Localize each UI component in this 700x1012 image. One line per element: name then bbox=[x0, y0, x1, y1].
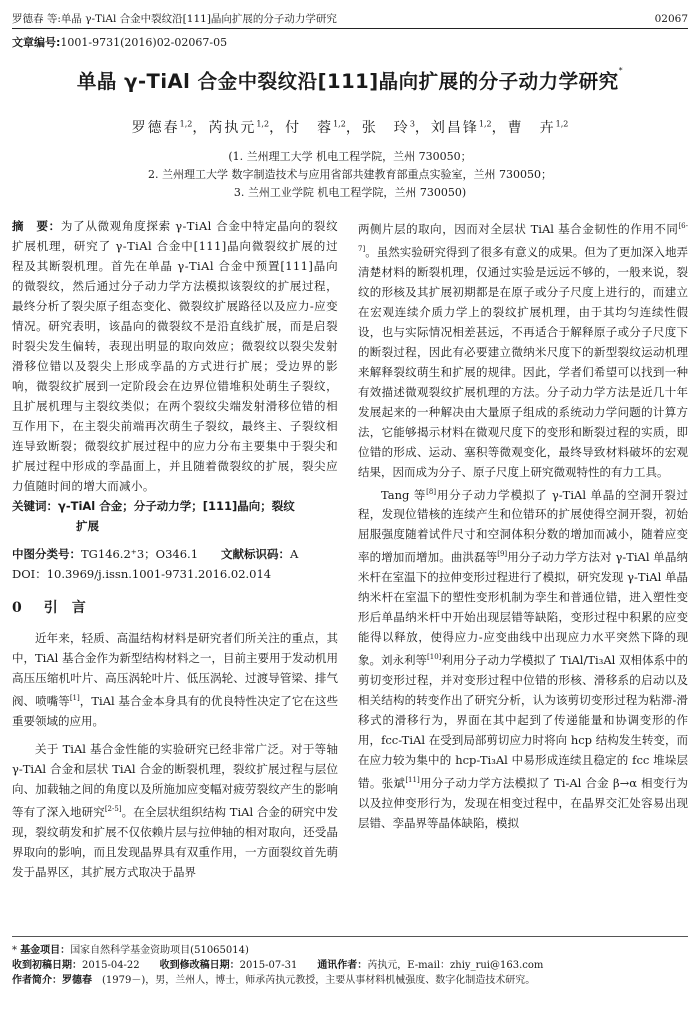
section-heading bbox=[12, 598, 338, 618]
citation: [11] bbox=[405, 776, 420, 785]
section-number: 0 bbox=[12, 600, 22, 616]
article-number-value: 1001-9731(2016)02-02067-05 bbox=[60, 36, 228, 49]
bio-line: 作者简介：罗德春 (1979－)，男，兰州人，博士，师承芮执元教授，主要从事材料机械强度、数字化制造技术研究。 bbox=[12, 975, 536, 986]
author: 付 蓉$^{1,2}$ bbox=[285, 119, 346, 136]
keywords-label: 关键词： bbox=[12, 499, 58, 513]
classification bbox=[12, 544, 338, 564]
affiliation: (1. 兰州理工大学 机电工程学院，兰州 730050； bbox=[228, 150, 472, 163]
doi: DOI：10.3969/j.issn.1001-9731.2016.02.014 bbox=[12, 567, 272, 581]
footnote bbox=[12, 936, 688, 988]
article-number bbox=[12, 34, 227, 50]
author: 芮执元$^{1,2}$ bbox=[208, 119, 270, 136]
abstract-text: 为了从微观角度探索 γ-TiAl 合金中特定晶向的裂纹扩展机理，研究了 γ-TiAl 合金中[111]晶向微裂纹扩展的过程及其断裂机理。首先在单晶 γ-TiAl 合金中预置[111]晶向的微裂纹，然后通过分子动力学方法模拟该裂纹的扩展过程，最终分析了裂尖原子组态变化、微裂纹扩展路径以及应力-应变情况。研究表明，该晶向的微裂纹不是沿直线扩展，而是启裂时裂尖发生偏转，表现出明显的取向效应；微裂纹以裂尖发射滑移位错以及裂尖上形成孪晶的方式进行扩展；受边界的影响，微裂纹扩展到一定阶段会在边界位错堆积处萌生子裂纹，且扩展机理与主裂纹类似；在两个裂纹尖端发射滑移位错的相互作用下，在主裂尖前端再次萌生子裂纹，最终主、子裂纹相连导致断裂；微裂纹扩展过程中的应力分布主要集中于裂尖和扩展过程中形成的孪晶面上，并且随着微裂纹的扩展，裂尖应力值随时间的增大而减小。 bbox=[12, 219, 338, 493]
citation: [2-5] bbox=[104, 804, 122, 813]
section-title: 引 言 bbox=[43, 600, 86, 616]
author: 刘昌锋$^{1,2}$ bbox=[430, 119, 492, 136]
affiliation: 2. 兰州理工大学 数字制造技术与应用省部共建教育部重点实验室，兰州 730050； bbox=[148, 168, 552, 181]
affiliation: 3. 兰州工业学院 机电工程学院，兰州 730050) bbox=[233, 186, 467, 199]
citation: [6-7] bbox=[358, 222, 688, 253]
paper-title bbox=[0, 66, 700, 94]
title-footnote-mark: * bbox=[618, 66, 624, 75]
paper-title-text: 单晶 γ-TiAl 合金中裂纹沿[111]晶向扩展的分子动力学研究 bbox=[76, 70, 619, 93]
running-title: 罗德春 等:单晶 γ-TiAl 合金中裂纹沿[111]晶向扩展的分子动力学研究 bbox=[12, 13, 337, 25]
keywords bbox=[12, 496, 338, 516]
author: 曹 卉$^{1,2}$ bbox=[507, 119, 569, 136]
intro-paragraph: 关于 TiAl 基合金性能的实验研究已经非常广泛。对于等轴 γ-TiAl 合金和层状 TiAl 合金的断裂机理，裂纹扩展过程与层位向、加载轴之间的角度以及所施加应变幅对疲劳裂纹产生的影响等有了深入地研究[2-5]。在全层状组织结构 TiAl 合金的研究中发现，裂纹萌发和扩展不仅依赖片层与拉伸轴的相对取向，还受晶界取向的影响，而且发现晶界具有双重作用，一方面裂纹首先萌发于晶界区，其扩展方式取决于晶界 bbox=[12, 741, 339, 879]
citation: [1] bbox=[69, 694, 80, 702]
abstract-label: 摘 要： bbox=[12, 219, 61, 233]
keywords-continuation: 扩展 bbox=[76, 519, 99, 533]
running-header bbox=[12, 10, 688, 29]
abstract bbox=[12, 216, 338, 496]
intro-paragraph: 近年来，轻质、高温结构材料是研究者们所关注的重点，其中，TiAl 基合金作为新型结构材料之一，目前主要用于发动机用高压压缩机叶片、高压涡轮叶片、低压涡轮、过渡导管梁、排气阀、喷嘴等[1]，TiAl 基合金本身具有的优良特性决定了它在这些重要领域的应用。 bbox=[12, 631, 339, 728]
body-paragraph: 两侧片层的取向，因而对全层状 TiAl 基合金韧性的作用不同[6-7]。虽然实验研究得到了很多有意义的成果。但为了更加深入地弄清楚材料的断裂机理，仅通过实验是远远不够的，一般来说，裂纹的形核及其扩展初期都是在原子或分子尺度上进行的，而建立在宏观连续介质力学上的裂纹扩展机理，由于其均匀连续性假设，也与实际情况相差甚远，不再适合于解释原子或分子尺度下的断裂过程，因此有必要建立微纳米尺度下的新型裂纹运动机理来解释裂纹萌生和扩展的规律。因此，学者们希望可以找到一种有效描述微观裂纹扩展机理的方法。分子动力学方法是近几十年发展起来的一种解决由大量原子组成的系统动力学问题的计算方法，它能够揭示材料在微观尺度下的变形和断裂过程的实质，即位错的形成、运动、塞积等微观变化，最终导致材料破坏的宏观结果，因而成为分子、原子尺度上研究微观特性的有力工具。 bbox=[358, 221, 688, 479]
doc-code-label: 文献标识码： bbox=[221, 547, 291, 561]
author: 罗德春$^{1,2}$ bbox=[131, 119, 193, 136]
citation: [8] bbox=[426, 487, 437, 496]
keywords-line1: γ-TiAl 合金；分子动力学；[111]晶向；裂纹 bbox=[58, 499, 295, 513]
citation: [9] bbox=[497, 550, 508, 559]
citation: [10] bbox=[427, 653, 442, 662]
author-list: 罗德春$^{1,2}$，芮执元$^{1,2}$，付 蓉$^{1,2}$，张 玲$^3$，刘昌锋$^{1,2}$，曹 卉$^{1,2}$ bbox=[131, 119, 569, 136]
article-number-label: 文章编号: bbox=[12, 36, 61, 49]
author: 张 玲$^3$ bbox=[361, 119, 415, 136]
dates-line: 收到初稿日期：2015-04-22 收到修改稿日期：2015-07-31 通讯作者：芮执元，E-mail：zhiy_rui@163.com bbox=[12, 960, 544, 971]
doc-code-value: A bbox=[290, 547, 299, 561]
clc-label: 中图分类号： bbox=[12, 547, 81, 561]
left-column bbox=[12, 216, 338, 882]
body-paragraph: Tang 等[8]用分子动力学模拟了 γ-TiAl 单晶的空洞开裂过程，发现位错核的连续产生和位错环的扩展使得空洞开裂，初始屈服强度随着试件尺寸和空洞体积分数的增加而减小，随着应变率的增加而增加。曲洪磊等[9]用分子动力学方法对 γ-TiAl 单晶纳米杆在室温下的拉伸变形过程进行了模拟，研究发现 γ-TiAl 单晶纳米杆在室温下的塑性变形机制为孪生和普通位错，进入塑性变形后单晶纳米杆中开始出现层错等缺陷，变形过程中积累的应变能得以释放，使得应力-应变曲线中出现应力水平突然下降的现象。刘永利等[10]利用分子动力学模拟了 TiAl/Ti₃Al 双相体系中的剪切变形过程，并对变形过程中位错的形核、滑移系的启动以及相关结构的转变作出了研究分析，认为该剪切变形过程为粘滞-滑移式的滑移行为，界面在其中起到了传递能量和协调变形的作用，fcc-TiAl 在受到局部剪切应力时将向 hcp 结构发生转变，而在应力较为集中的 hcp-Ti₃Al 中易形成连续且稳定的 fcc 堆垛层错。张斌[11]用分子动力学方法模拟了 Ti-Al 合金 β→α 相变行为以及拉伸变形行为，发现在相变过程中，在晶界交汇处容易出现层错、孪晶界等晶体缺陷，模拟 bbox=[358, 487, 689, 830]
right-column bbox=[358, 216, 688, 833]
page-number: 02067 bbox=[654, 13, 688, 25]
fund-line: * 基金项目：国家自然科学基金资助项目(51065014) bbox=[12, 945, 249, 956]
clc-value: TG146.2⁺3；O346.1 bbox=[81, 547, 199, 561]
